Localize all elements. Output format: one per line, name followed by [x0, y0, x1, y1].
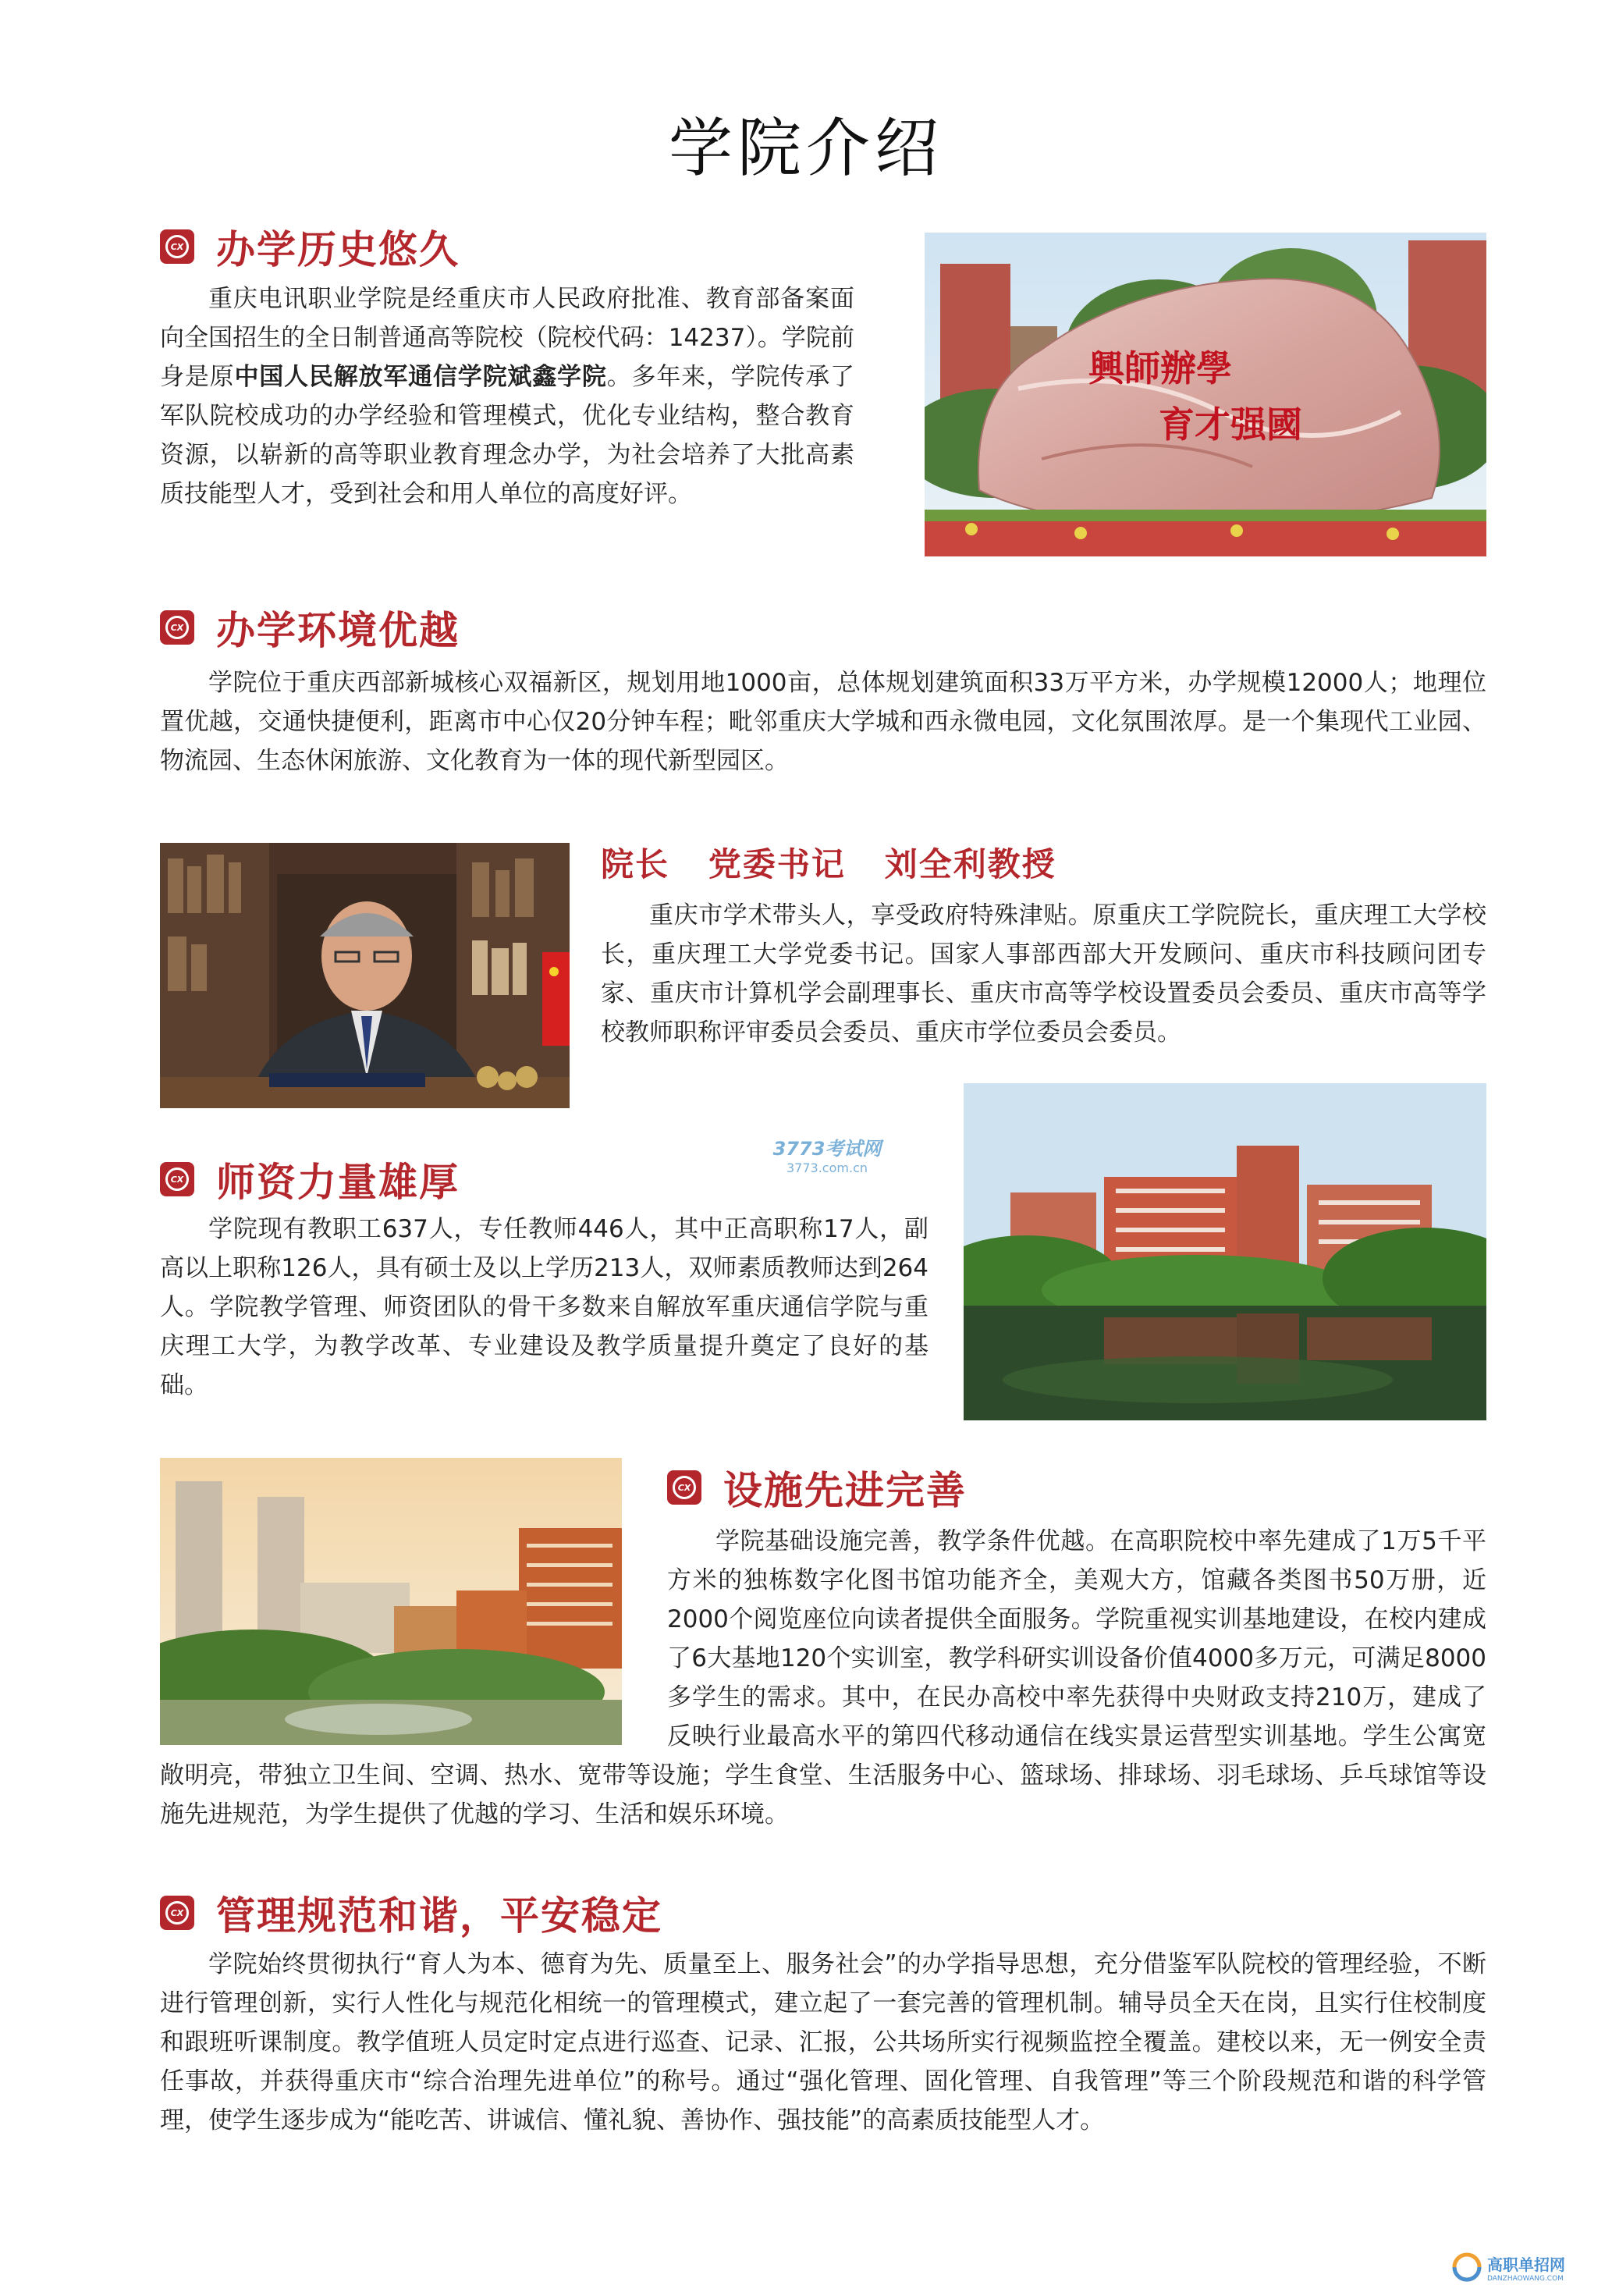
heading-facilities: 设施先进完善 — [723, 1468, 967, 1513]
heading-faculty: 师资力量雄厚 — [216, 1160, 460, 1205]
watermark-3773-url: 3773.com.cn — [786, 1160, 868, 1175]
heading-history: 办学历史悠久 — [216, 227, 460, 272]
history-text-a: 重庆电讯职业学院是经重庆市人民政府批准、教育部备案面向全国招生的全日制普通高等院校（院校代码：14237）。学院前身是原 — [160, 285, 854, 391]
watermark-danzhao-name: 高职单招网 — [1487, 2255, 1565, 2274]
management-paragraph: 学院始终贯彻执行“育人为本、德育为先、质量至上、服务社会”的办学指导思想，充分借鉴军队院校的管理经验，不断进行管理创新，实行人性化与规范化相统一的管理模式，建立起了一套完善的管理机制。辅导员全天在岗，且实行住校制度和跟班听课制度。教学值班人员定时定点进行巡查、记录、汇报，公共场所实行视频监控全覆盖。建校以来，无一例安全责任事故，并获得重庆市“综合治理先进单位”的称号。通过“强化管理、固化管理、自我管理”等三个阶段规范和谐的科学管理，使学生逐步成为“能吃苦、讲诚信、懂礼貌、善协作、强技能”的高素质技能型人才。 — [160, 1950, 1486, 2134]
history-paragraph — [160, 279, 854, 514]
campus-stone-photo — [925, 233, 1486, 556]
faculty-paragraph: 学院现有教职工637人，专任教师446人，其中正高职称17人，副高以上职称126人，具有硕士及以上学历213人，双师素质教师达到264人。学院教学管理、师资团队的骨干多数来自解放军重庆通信学院与重庆理工大学，为教学改革、专业建设及教学质量提升奠定了良好的基础。 — [160, 1215, 928, 1399]
dean-title: 院长 党委书记 刘全利教授 — [601, 845, 1056, 883]
facilities-paragraph — [160, 1522, 1486, 1834]
heading-management: 管理规范和谐，平安稳定 — [216, 1893, 662, 1939]
watermark-3773 — [741, 1133, 913, 1175]
heading-environment: 办学环境优越 — [216, 608, 460, 653]
college-logo-icon: CX — [160, 1162, 194, 1196]
college-logo-icon: CX — [160, 229, 194, 264]
environment-paragraph: 学院位于重庆西部新城核心双福新区，规划用地1000亩，总体规划建筑面积33万平方米，办学规模12000人；地理位置优越，交通快捷便利，距离市中心仅20分钟车程；毗邻重庆大学城和西永微电园，文化氛围浓厚。是一个集现代工业园、物流园、生态休闲旅游、文化教育为一体的现代新型园区。 — [160, 669, 1486, 775]
watermark-danzhao — [1451, 2248, 1607, 2287]
section-heading-environment — [160, 599, 460, 656]
stone-inscription-1: 興師辦學 — [1088, 347, 1232, 389]
watermark-3773-name: 3773考试网 — [772, 1138, 882, 1160]
history-text-b: 。多年来，学院传承了军队院校成功的办学经验和管理模式，优化专业结构，整合教育资源，以崭新的高等职业教育理念办学，为社会培养了大批高素质技能型人才，受到社会和用人单位的高度好评。 — [160, 363, 855, 508]
danzhao-logo-icon — [1451, 2252, 1482, 2283]
page-title: 学院介绍 — [668, 112, 943, 186]
campus-lake-photo — [964, 1083, 1486, 1420]
dean-paragraph: 重庆市学术带头人，享受政府特殊津贴。原重庆工学院院长，重庆理工大学校长，重庆理工大学党委书记。国家人事部西部大开发顾问、重庆市科技顾问团专家、重庆市计算机学会副理事长、重庆市高等学校设置委员会委员、重庆市高等学校教师职称评审委员会委员、重庆市学位委员会委员。 — [601, 901, 1486, 1047]
section-heading-management — [160, 1885, 662, 1941]
college-logo-icon: CX — [160, 610, 194, 645]
college-logo-icon: CX — [160, 1896, 194, 1930]
college-logo-icon: CX — [667, 1470, 701, 1505]
facilities-text: 学院基础设施完善，教学条件优越。在高职院校中率先建成了1万5千平方米的独栋数字化图书馆功能齐全，美观大方，馆藏各类图书50万册，近2000个阅览座位向读者提供全面服务。学院重视实训基地建设，在校内建成了6大基地120个实训室，教学科研实训设备价值4000多万元，可满足8000多学生的需求。其中，在民办高校中率先获得中央财政支持210万，建成了反映行业最高水平的第四代移动通信在线实景运营型实训基地。学生公寓宽敞明亮，带独立卫生间、空调、热水、宽带等设施；学生食堂、生活服务中心、篮球场、排球场、羽毛球场、乒乓球馆等设施先进规范，为学生提供了优越的学习、生活和娱乐环境。 — [160, 1527, 1486, 1829]
watermark-danzhao-url: DANZHAOWANG.COM — [1487, 2274, 1564, 2283]
history-text-bold: 中国人民解放军通信学院斌鑫学院 — [234, 363, 607, 391]
dean-portrait-photo — [160, 843, 570, 1108]
section-heading-history — [160, 219, 460, 275]
stone-inscription-2: 育才强國 — [1159, 403, 1302, 446]
section-heading-faculty — [160, 1151, 460, 1207]
section-heading-facilities — [667, 1459, 967, 1516]
